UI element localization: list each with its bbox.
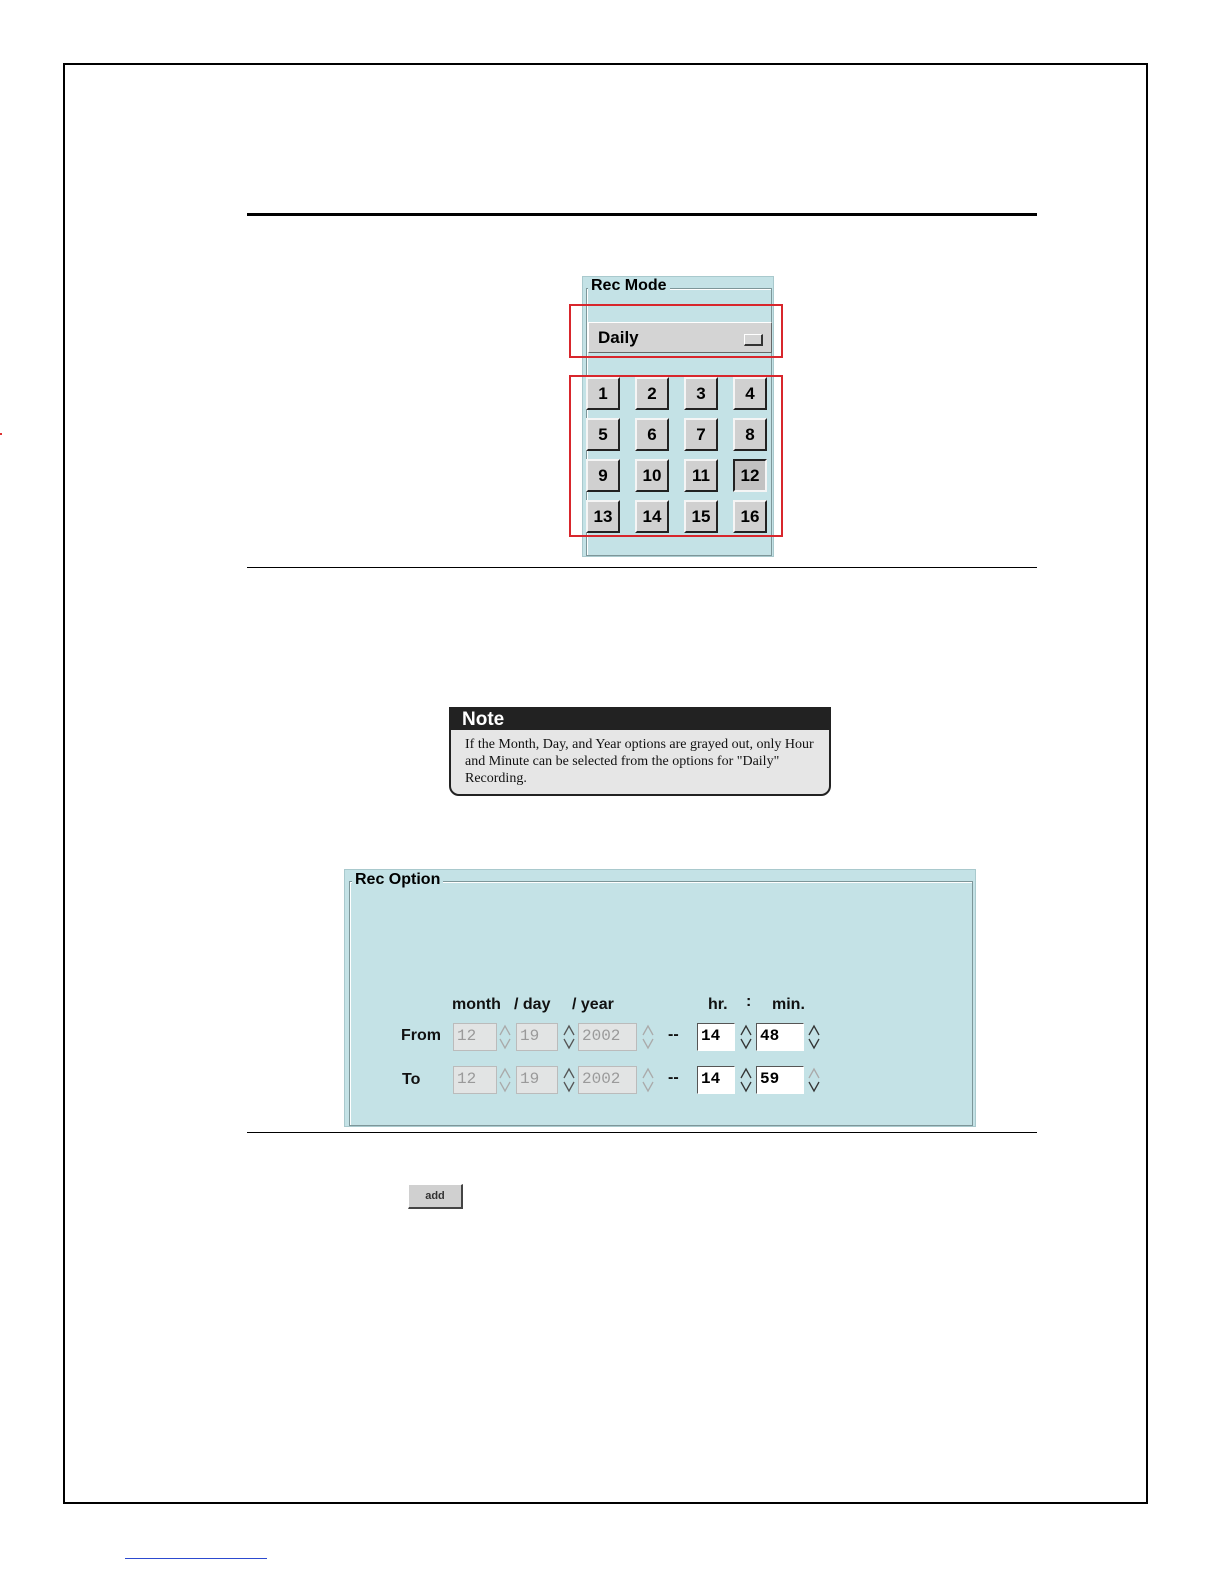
channel-button-11[interactable]: 11 — [684, 459, 718, 492]
mode-highlight-box — [569, 304, 783, 358]
header-colon: : — [746, 993, 752, 1010]
add-button[interactable]: add — [408, 1184, 463, 1209]
channel-button-6[interactable]: 6 — [635, 418, 669, 451]
rec-option-groupbox — [349, 881, 973, 1126]
channel-button-1[interactable]: 1 — [586, 377, 620, 410]
note-text: If the Month, Day, and Year options are grayed out, only Hour and Minute can be selected from the options for "Daily" Recording. — [465, 737, 814, 786]
rec-mode-value: Daily — [598, 328, 639, 347]
to-day-spin-icon[interactable] — [562, 1066, 576, 1094]
header-month: month — [452, 996, 501, 1013]
to-minute-field[interactable]: 59 — [756, 1066, 804, 1094]
channel-button-10[interactable]: 10 — [635, 459, 669, 492]
to-year-field[interactable]: 2002 — [578, 1066, 637, 1094]
channel-button-14[interactable]: 14 — [635, 500, 669, 533]
rec-mode-title: Rec Mode — [588, 277, 670, 295]
channel-button-2[interactable]: 2 — [635, 377, 669, 410]
section-rule-bottom — [247, 1132, 1037, 1133]
rec-option-panel — [344, 869, 976, 1127]
channel-highlight-box — [569, 375, 783, 537]
from-year-field[interactable]: 2002 — [578, 1023, 637, 1051]
header-hour: hr. — [708, 996, 728, 1013]
from-label: From — [401, 1027, 441, 1044]
channel-button-8[interactable]: 8 — [733, 418, 767, 451]
header-minute: min. — [772, 996, 805, 1013]
from-day-spin-icon[interactable] — [562, 1023, 576, 1051]
channel-button-3[interactable]: 3 — [684, 377, 718, 410]
to-month-field[interactable]: 12 — [453, 1066, 497, 1094]
to-month-spin-icon[interactable] — [498, 1066, 512, 1094]
from-day-field[interactable]: 19 — [516, 1023, 558, 1051]
channel-button-4[interactable]: 4 — [733, 377, 767, 410]
to-year-spin-icon[interactable] — [641, 1066, 655, 1094]
section-rule-middle — [247, 567, 1037, 568]
rec-option-title: Rec Option — [352, 871, 443, 889]
from-minute-spin-icon[interactable] — [807, 1023, 821, 1051]
header-year: / year — [572, 996, 614, 1013]
to-separator: -- — [668, 1069, 679, 1086]
from-separator: -- — [668, 1026, 679, 1043]
footnote-rule — [125, 1558, 267, 1559]
channel-button-9[interactable]: 9 — [586, 459, 620, 492]
to-label: To — [402, 1071, 421, 1088]
to-day-field[interactable]: 19 — [516, 1066, 558, 1094]
from-month-field[interactable]: 12 — [453, 1023, 497, 1051]
channel-button-5[interactable]: 5 — [586, 418, 620, 451]
to-minute-spin-icon[interactable] — [807, 1066, 821, 1094]
to-hour-spin-icon[interactable] — [739, 1066, 753, 1094]
channel-button-15[interactable]: 15 — [684, 500, 718, 533]
header-day: / day — [514, 996, 551, 1013]
from-minute-field[interactable]: 48 — [756, 1023, 804, 1051]
note-heading: Note — [451, 709, 829, 730]
channel-button-16[interactable]: 16 — [733, 500, 767, 533]
from-year-spin-icon[interactable] — [641, 1023, 655, 1051]
margin-mark — [0, 433, 2, 435]
section-rule-top — [247, 213, 1037, 216]
channel-button-13[interactable]: 13 — [586, 500, 620, 533]
from-month-spin-icon[interactable] — [498, 1023, 512, 1051]
from-hour-spin-icon[interactable] — [739, 1023, 753, 1051]
note-box — [449, 707, 831, 796]
channel-button-12-active[interactable]: 12 — [733, 459, 767, 492]
to-hour-field[interactable]: 14 — [697, 1066, 735, 1094]
channel-button-7[interactable]: 7 — [684, 418, 718, 451]
from-hour-field[interactable]: 14 — [697, 1023, 735, 1051]
